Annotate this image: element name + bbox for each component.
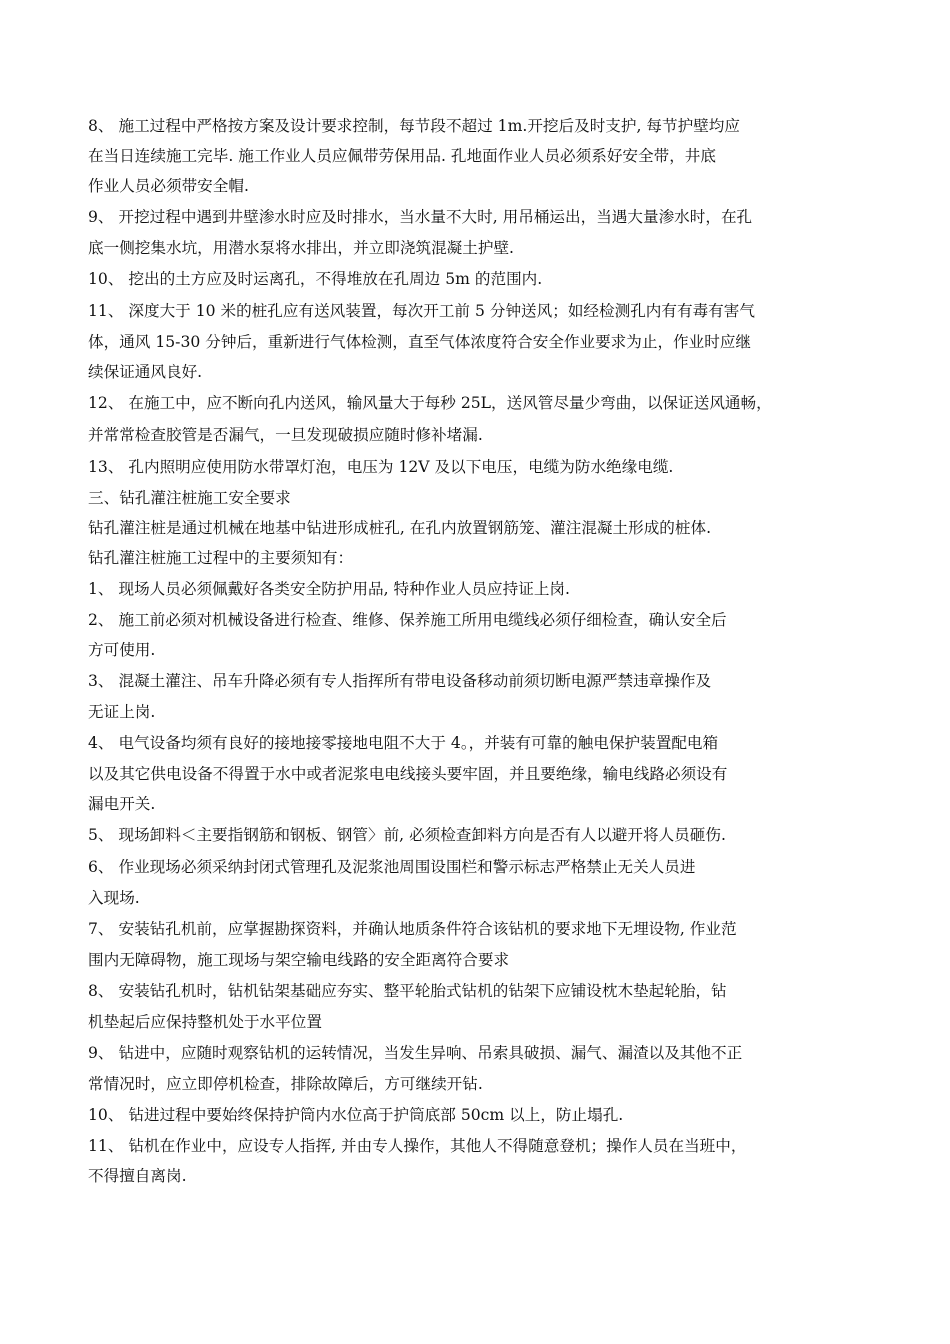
text-line: 11、 钻机在作业中，应设专人指挥, 并由专人操作，其他人不得随意登机；操作人员在当班中， (88, 1137, 747, 1155)
text-line: 并常常检查胶管是否漏气，一旦发现破损应随时修补堵漏. (88, 426, 483, 444)
text-line: 5、 现场卸料＜主要指钢筋和钢板、钢管〉前, 必须检查卸料方向是否有人以避开将人员砸伤. (88, 826, 726, 844)
text-line: 11、 深度大于 10 米的桩孔应有送风装置，每次开工前 5 分钟送风；如经检测孔内有有毒有害气 (88, 302, 755, 320)
section-heading: 三、钻孔灌注桩施工安全要求 (88, 489, 291, 507)
text-line: 8、 安装钻孔机时，钻机钻架基础应夯实、整平轮胎式钻机的钻架下应铺设枕木垫起轮胎，钻 (88, 982, 727, 1000)
text-line: 漏电开关. (88, 795, 156, 813)
text-line: 作业人员必须带安全帽. (88, 177, 249, 195)
text-line: 底一侧挖集水坑，用潜水泵将水排出，并立即浇筑混凝土护壁. (88, 239, 514, 257)
text-line: 8、 施工过程中严格按方案及设计要求控制，每节段不超过 1m.开挖后及时支护, 每节护壁均应 (88, 117, 740, 135)
text-line: 机垫起后应保持整机处于水平位置 (88, 1013, 322, 1031)
text-line: 6、 作业现场必须采纳封闭式管理孔及泥浆池周围设围栏和警示标志严格禁止无关人员进 (88, 858, 696, 876)
text-line: 10、 挖出的土方应及时运离孔，不得堆放在孔周边 5m 的范围内. (88, 270, 543, 288)
text-line: 体，通风 15-30 分钟后，重新进行气体检测，直至气体浓度符合安全作业要求为止，作业时应继 (88, 333, 752, 351)
text-line: 1、 现场人员必须佩戴好各类安全防护用品, 特种作业人员应持证上岗. (88, 580, 570, 598)
text-line: 不得擅自离岗. (88, 1167, 187, 1185)
text-line: 以及其它供电设备不得置于水中或者泥浆电电线接头要牢固，并且要绝缘，输电线路必须设有 (88, 765, 728, 783)
text-line: 3、 混凝土灌注、吊车升降必须有专人指挥所有带电设备移动前须切断电源严禁违章操作及 (88, 672, 712, 690)
document-body (88, 111, 868, 1191)
text-line: 在当日连续施工完毕. 施工作业人员应佩带劳保用品. 孔地面作业人员必须系好安全带，井底 (88, 147, 716, 165)
text-line: 9、 钻进中，应随时观察钻机的运转情况，当发生异响、吊索具破损、漏气、漏渣以及其他不正 (88, 1044, 743, 1062)
text-line: 常情况时，应立即停机检查，排除故障后，方可继续开钻. (88, 1075, 483, 1093)
text-line: 10、 钻进过程中要始终保持护筒内水位高于护筒底部 50cm 以上，防止塌孔. (88, 1106, 624, 1124)
text-line: 围内无障碍物，施工现场与架空输电线路的安全距离符合要求 (88, 951, 510, 969)
text-line: 2、 施工前必须对机械设备进行检查、维修、保养施工所用电缆线必须仔细检查，确认安全后 (88, 611, 727, 629)
text-line: 12、 在施工中，应不断向孔内送风，输风量大于每秒 25L，送风管尽量少弯曲，以保证送风通畅， (88, 394, 772, 412)
text-line: 钻孔灌注桩是通过机械在地基中钻进形成桩孔, 在孔内放置钢筋笼、灌注混凝土形成的桩体. (88, 519, 712, 537)
text-line: 方可使用. (88, 641, 156, 659)
text-line: 9、 开挖过程中遇到井壁渗水时应及时排水，当水量不大时, 用吊桶运出，当遇大量渗水时，在孔 (88, 208, 753, 226)
text-line: 7、 安装钻孔机前，应掌握勘探资料，并确认地质条件符合该钻机的要求地下无埋设物, 作业范 (88, 920, 737, 938)
text-line: 4、 电气设备均须有良好的接地接零接地电阻不大于 4。，并装有可靠的触电保护装置配电箱 (88, 734, 719, 752)
text-line: 入现场. (88, 889, 140, 907)
text-line: 13、 孔内照明应使用防水带罩灯泡，电压为 12V 及以下电压，电缆为防水绝缘电缆. (88, 458, 674, 476)
text-line: 续保证通风良好. (88, 363, 203, 381)
text-line: 无证上岗. (88, 703, 156, 721)
text-line: 钻孔灌注桩施工过程中的主要须知有： (88, 549, 354, 567)
